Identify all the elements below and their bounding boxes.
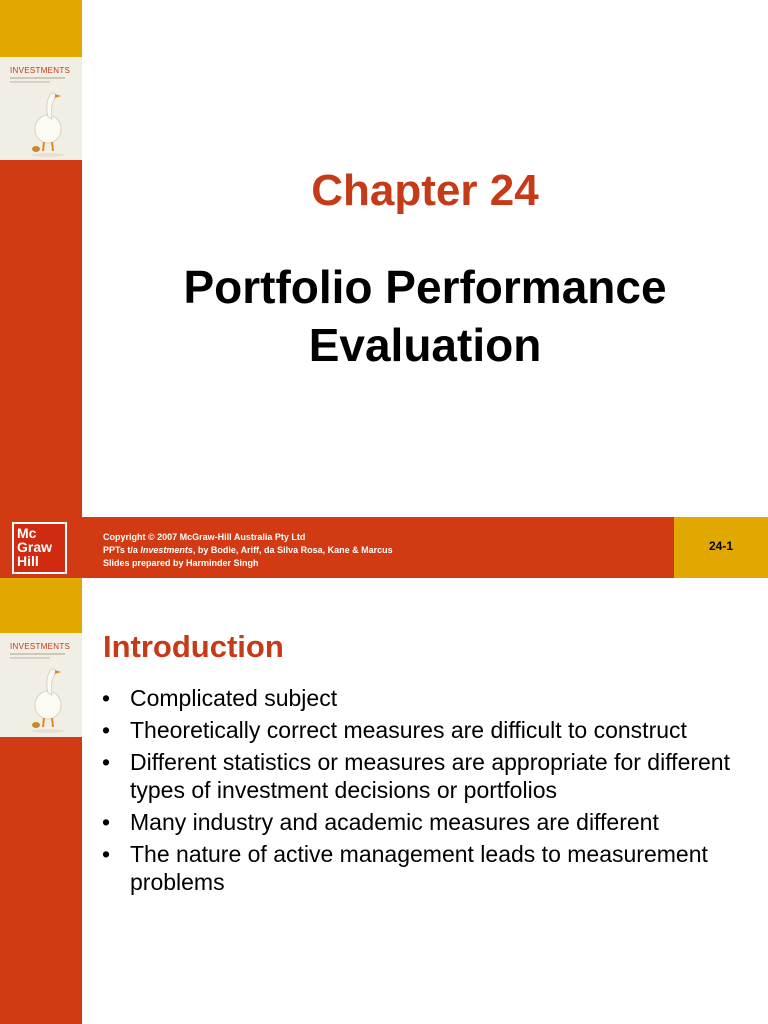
- slide-heading: Introduction: [103, 629, 284, 664]
- goose-icon: [28, 85, 68, 157]
- content-slide: [0, 578, 768, 1024]
- copyright-line: Copyright © 2007 McGraw-Hill Australia Pty Ltd: [103, 532, 306, 542]
- copyright-notice: [103, 531, 393, 570]
- slide-footer: [0, 517, 768, 578]
- bullet-list: [102, 684, 752, 900]
- logo-text: Hill: [17, 553, 39, 569]
- book-title-italic: Investments: [140, 545, 193, 555]
- left-bar-red: [0, 160, 82, 517]
- book-cover-thumbnail: [0, 633, 82, 737]
- book-cover-title: INVESTMENTS: [10, 642, 71, 651]
- chapter-number: Chapter 24: [311, 166, 539, 215]
- slide-title-line: Evaluation: [308, 319, 542, 371]
- book-cover-subtitle-line: [10, 77, 65, 79]
- mcgraw-hill-logo: [12, 522, 67, 574]
- book-cover-title: INVESTMENTS: [10, 66, 71, 75]
- slide-title: [82, 258, 768, 374]
- bullet-item: • Theoretically correct measures are difficult to construct: [102, 716, 752, 744]
- left-bar-top: [0, 0, 82, 57]
- bullet-item: • The nature of active management leads to measurement problems: [102, 840, 752, 896]
- copyright-text: , by Bodie, Ariff, da Silva Rosa, Kane & Marcus: [192, 545, 393, 555]
- page-number: 24-1: [708, 539, 734, 553]
- left-bar-top: [0, 578, 82, 633]
- bullet-item: • Different statistics or measures are appropriate for different types of investment decisions or portfolios: [102, 748, 752, 804]
- bullet-item: • Complicated subject: [102, 684, 752, 712]
- logo-text: Mc: [17, 525, 37, 541]
- bullet-item: • Many industry and academic measures are different: [102, 808, 752, 836]
- goose-icon: [28, 661, 68, 733]
- copyright-line: Slides prepared by Harminder Singh: [103, 558, 259, 568]
- copyright-text: PPTs t/a: [103, 545, 141, 555]
- copyright-line: [103, 544, 393, 557]
- logo-text: Graw: [17, 539, 53, 555]
- book-cover-subtitle-line: [10, 657, 50, 659]
- book-cover-thumbnail: [0, 57, 82, 160]
- slide-title-line: Portfolio Performance: [183, 261, 667, 313]
- book-cover-subtitle-line: [10, 653, 65, 655]
- book-cover-subtitle-line: [10, 81, 50, 83]
- left-bar-red: [0, 737, 82, 1024]
- page-number-box: [674, 517, 768, 578]
